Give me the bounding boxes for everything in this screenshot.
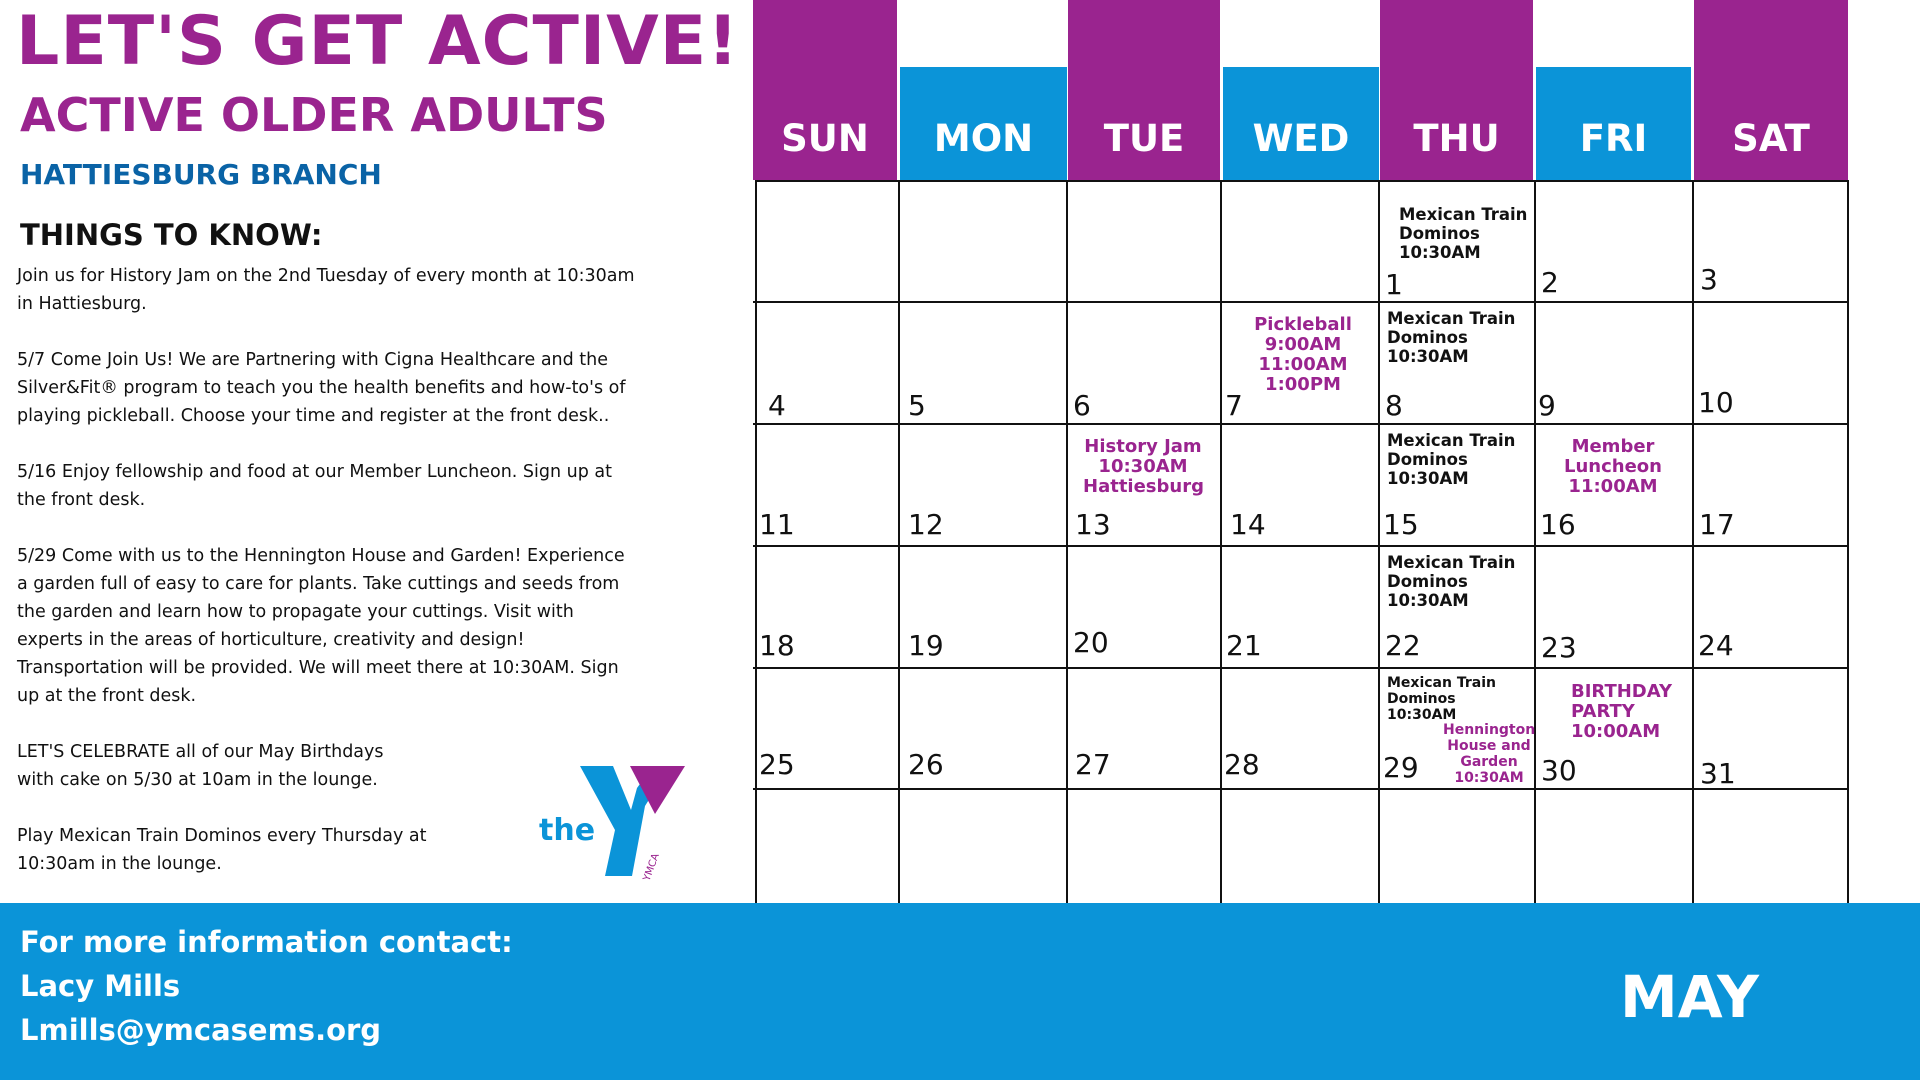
calendar <box>753 0 1849 903</box>
grid-line <box>1220 180 1222 903</box>
grid-line <box>1692 180 1694 903</box>
date-number: 9 <box>1538 389 1556 422</box>
grid-line <box>898 180 900 903</box>
branch-name: HATTIESBURG BRANCH <box>20 158 382 191</box>
date-number: 17 <box>1699 508 1735 541</box>
things-item: LET'S CELEBRATE all of our May Birthdays with cake on 5/30 at 10am in the lounge. <box>17 742 384 790</box>
event-pickleball: Pickleball 9:00AM 11:00AM 1:00PM <box>1254 314 1352 395</box>
day-header-tue: TUE <box>1068 0 1220 180</box>
day-header-sun: SUN <box>753 0 897 180</box>
grid-line <box>1534 180 1536 903</box>
event-hennington: Hennington House and Garden 10:30AM <box>1443 722 1536 786</box>
day-header-mon: MON <box>900 67 1067 180</box>
contact-name: Lacy Mills <box>20 969 181 1003</box>
day-header-sat: SAT <box>1694 0 1848 180</box>
event-birthday: BIRTHDAY PARTY 10:00AM <box>1571 681 1672 742</box>
info-panel <box>0 0 745 903</box>
grid-line <box>753 423 1849 425</box>
ymca-logo-text: the <box>539 813 596 848</box>
date-number: 21 <box>1226 629 1262 662</box>
date-number: 5 <box>908 389 926 422</box>
date-number: 1 <box>1385 268 1403 301</box>
date-number: 3 <box>1700 263 1718 296</box>
day-header-wed: WED <box>1223 67 1379 180</box>
date-number: 20 <box>1073 626 1109 659</box>
date-number: 13 <box>1075 508 1111 541</box>
things-item: 5/16 Enjoy fellowship and food at our Member Luncheon. Sign up at the front desk. <box>17 462 612 510</box>
date-number: 8 <box>1385 389 1403 422</box>
grid-line <box>755 180 1849 182</box>
date-number: 30 <box>1541 754 1577 787</box>
event-dominos: Mexican Train Dominos 10:30AM <box>1399 205 1528 262</box>
date-number: 12 <box>908 508 944 541</box>
date-number: 24 <box>1698 629 1734 662</box>
event-dominos: Mexican Train Dominos 10:30AM <box>1387 431 1516 488</box>
date-number: 6 <box>1073 389 1091 422</box>
ymca-logo <box>535 758 695 888</box>
grid-line <box>1378 180 1380 903</box>
contact-email[interactable]: Lmills@ymcasems.org <box>20 1013 382 1047</box>
things-heading: THINGS TO KNOW: <box>20 218 323 252</box>
things-item: Play Mexican Train Dominos every Thursday at 10:30am in the lounge. <box>17 826 427 874</box>
date-number: 7 <box>1225 389 1243 422</box>
grid-line <box>753 788 1849 790</box>
date-number: 23 <box>1541 631 1577 664</box>
ymca-logo-icon <box>535 758 695 888</box>
date-number: 26 <box>908 748 944 781</box>
month-label: MAY <box>1620 963 1760 1031</box>
date-number: 14 <box>1230 508 1266 541</box>
date-number: 27 <box>1075 748 1111 781</box>
grid-line <box>755 180 757 903</box>
date-number: 31 <box>1700 757 1736 790</box>
day-header-thu: THU <box>1380 0 1533 180</box>
ymca-logo-sub: YMCA <box>641 852 662 883</box>
day-header-fri: FRI <box>1536 67 1691 180</box>
grid-line <box>1847 180 1849 903</box>
grid-line <box>753 545 1849 547</box>
date-number: 11 <box>759 508 795 541</box>
date-number: 2 <box>1541 266 1559 299</box>
date-number: 28 <box>1224 748 1260 781</box>
event-history-jam: History Jam 10:30AM Hattiesburg <box>1083 436 1204 497</box>
grid-line <box>753 667 1849 669</box>
things-item: 5/7 Come Join Us! We are Partnering with Cigna Healthcare and the Silver&Fit® program to teach you the health benefits and how-to's of playing pickleball. Choose your time and register at the front desk.. <box>17 350 626 426</box>
date-number: 18 <box>759 629 795 662</box>
event-dominos: Mexican Train Dominos 10:30AM <box>1387 675 1496 723</box>
grid-line <box>753 301 1849 303</box>
date-number: 15 <box>1383 508 1419 541</box>
date-number: 22 <box>1385 629 1421 662</box>
event-dominos: Mexican Train Dominos 10:30AM <box>1387 553 1516 610</box>
date-number: 4 <box>768 389 786 422</box>
things-item: 5/29 Come with us to the Hennington House and Garden! Experience a garden full of easy to care for plants. Take cuttings and seeds from the garden and learn how to propagate your cuttings. Visit with experts in the areas of horticulture, creativity and design! Transportation will be provided. We will meet there at 10:30AM. Sign up at the front desk. <box>17 546 625 706</box>
page-title: LET'S GET ACTIVE! <box>16 2 740 81</box>
date-number: 25 <box>759 748 795 781</box>
grid-line <box>1066 180 1068 903</box>
date-number: 16 <box>1540 508 1576 541</box>
contact-label: For more information contact: <box>20 925 513 959</box>
event-dominos: Mexican Train Dominos 10:30AM <box>1387 309 1516 366</box>
event-luncheon: Member Luncheon 11:00AM <box>1564 436 1662 497</box>
date-number: 10 <box>1698 386 1734 419</box>
footer-bar <box>0 903 1920 1080</box>
date-number: 19 <box>908 629 944 662</box>
things-item: Join us for History Jam on the 2nd Tuesday of every month at 10:30am in Hattiesburg. <box>17 266 635 314</box>
page-subtitle: ACTIVE OLDER ADULTS <box>20 88 608 142</box>
date-number: 29 <box>1383 751 1419 784</box>
